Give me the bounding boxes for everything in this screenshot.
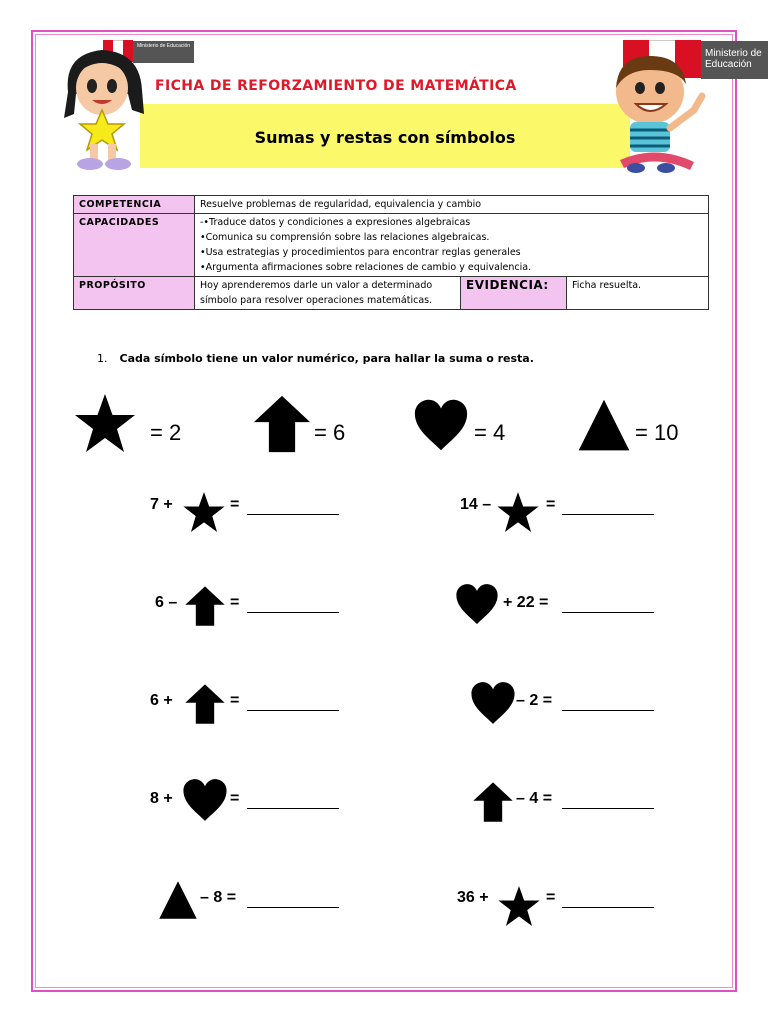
legend-arrow-value: = 6 <box>314 420 346 445</box>
competencia-row <box>74 196 709 214</box>
capacidad-item: -•Traduce datos y condiciones a expresiones algebraicas <box>200 217 471 228</box>
answer-blank[interactable] <box>247 907 339 908</box>
exercise-7-pre: 8 + <box>150 790 173 807</box>
triangle-icon <box>158 876 198 924</box>
boy-illustration <box>606 44 712 176</box>
arrow-up-icon <box>252 394 312 454</box>
question-1 <box>97 352 534 365</box>
competencia-label: COMPETENCIA <box>74 196 195 214</box>
legend-triangle-value: = 10 <box>635 420 679 445</box>
legend-star-value: = 2 <box>150 420 182 445</box>
exercise-9-post: – 8 = <box>200 889 237 906</box>
answer-blank[interactable] <box>562 514 654 515</box>
heart-icon <box>182 776 228 824</box>
capacidad-item: •Argumenta afirmaciones sobre relaciones de cambio y equivalencia. <box>200 262 532 273</box>
ministry-logo-text: Ministerio de Educación <box>701 41 768 79</box>
answer-blank[interactable] <box>247 514 339 515</box>
ministry-logo-small-text: Ministerio de Educación <box>133 41 194 63</box>
exercise-2-post: = <box>546 496 556 513</box>
star-icon <box>497 884 541 928</box>
proposito-label: PROPÓSITO <box>74 277 195 310</box>
capacidades-list <box>195 214 709 277</box>
evidencia-label: EVIDENCIA: <box>461 277 567 310</box>
exercise-2-pre: 14 – <box>460 496 492 513</box>
answer-blank[interactable] <box>562 907 654 908</box>
answer-blank[interactable] <box>247 612 339 613</box>
answer-blank[interactable] <box>562 710 654 711</box>
exercise-8-post: – 4 = <box>516 790 553 807</box>
exercise-7-post: = <box>230 790 240 807</box>
exercise-3-pre: 6 – <box>155 594 178 611</box>
heart-icon <box>455 582 499 626</box>
exercise-5-post: = <box>230 692 240 709</box>
worksheet-topic: Sumas y restas con símbolos <box>254 128 516 147</box>
star-icon <box>73 392 137 454</box>
evidencia-value: Ficha resuelta. <box>567 277 709 310</box>
capacidades-row <box>74 214 709 277</box>
exercise-5-pre: 6 + <box>150 692 173 709</box>
exercise-1-pre: 7 + <box>150 496 173 513</box>
page-border-inner <box>35 34 733 988</box>
info-table <box>73 195 709 310</box>
answer-blank[interactable] <box>247 808 339 809</box>
capacidad-item: •Usa estrategias y procedimientos para encontrar reglas generales <box>200 247 521 258</box>
girl-illustration <box>62 44 154 172</box>
arrow-up-icon <box>184 584 226 628</box>
answer-blank[interactable] <box>247 710 339 711</box>
capacidad-item: •Comunica su comprensión sobre las relaciones algebraicas. <box>200 232 490 243</box>
competencia-value: Resuelve problemas de regularidad, equivalencia y cambio <box>195 196 709 214</box>
proposito-row <box>74 277 709 310</box>
triangle-icon <box>574 398 634 452</box>
question-number: 1. <box>97 352 108 365</box>
answer-blank[interactable] <box>562 612 654 613</box>
exercise-4-post: + 22 = <box>503 594 549 611</box>
exercise-6-post: – 2 = <box>516 692 553 709</box>
heart-icon <box>412 398 470 452</box>
star-icon <box>182 490 226 534</box>
exercise-10-pre: 36 + <box>457 889 489 906</box>
answer-blank[interactable] <box>562 808 654 809</box>
exercise-3-post: = <box>230 594 240 611</box>
worksheet-title: FICHA DE REFORZAMIENTO DE MATEMÁTICA <box>155 78 517 94</box>
star-icon <box>496 490 540 534</box>
arrow-up-icon <box>472 780 514 824</box>
proposito-value: Hoy aprenderemos darle un valor a determinado símbolo para resolver operaciones matemáticas. <box>195 277 461 310</box>
capacidades-label: CAPACIDADES <box>74 214 195 277</box>
question-text: Cada símbolo tiene un valor numérico, para hallar la suma o resta. <box>119 352 534 365</box>
exercise-1-post: = <box>230 496 240 513</box>
arrow-up-icon <box>184 682 226 726</box>
heart-icon <box>470 680 516 726</box>
exercise-10-post: = <box>546 889 556 906</box>
legend-heart-value: = 4 <box>474 420 506 445</box>
